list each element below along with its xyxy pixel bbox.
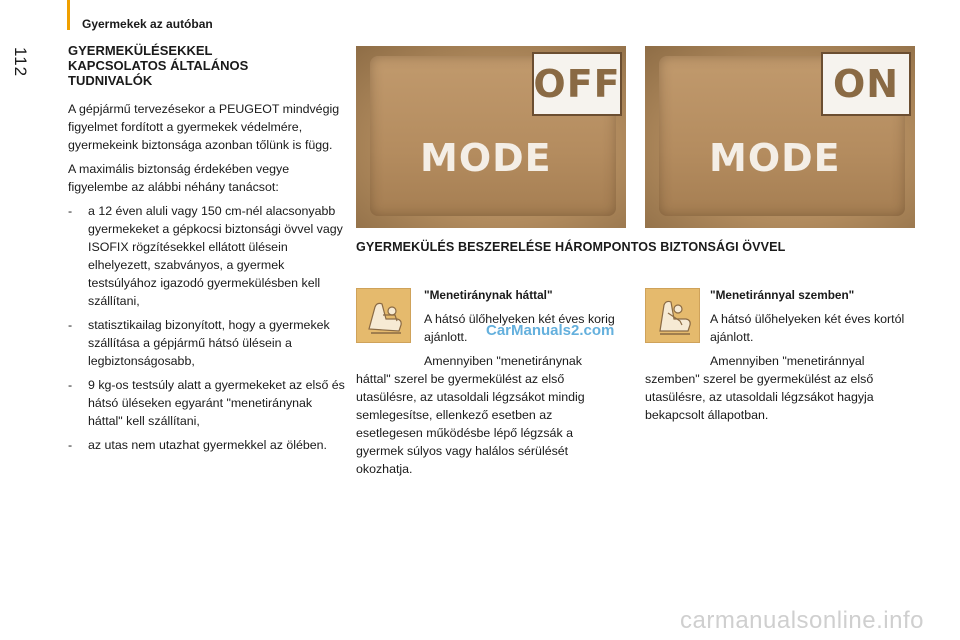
rear-facing-section: "Menetiránynak háttal" A hátsó ülőhelyeken két éves korig ajánlott. Amennyiben "menetiránynak háttal" szerel be gyermekülést az első utasülésre, az utasoldali légzsákot mindig semlegesítse, ellenkező esetben az esetlegesen működésbe lépő légzsák a gyermek súlyos vagy halálos sérülését okozhatja. [356,286,641,478]
airbag-mode-on-image [645,46,915,228]
intro-paragraph-2: A maximális biztonság érdekében vegye figyelembe az alábbi néhány tanácsot: [68,162,290,194]
mode-label: MODE [709,136,841,180]
rear-facing-subtitle: "Menetiránynak háttal" [424,288,553,302]
forward-facing-text: A hátsó ülőhelyeken két éves kortól ajánlott. [710,312,905,344]
list-item: - statisztikailag bizonyított, hogy a gyermekek szállítása a gépjármű hátsó ülésein a legbiztonságosabb, [68,318,330,368]
rear-facing-text: A hátsó ülőhelyeken két éves korig ajánlott. [424,312,615,344]
intro-paragraph: A gépjármű tervezésekor a PEUGEOT mindvégig figyelmet fordított a gyermekek védelmére, gyermekeink biztonsága azonban tőlünk is függ. [68,102,340,152]
header-accent-bar [67,0,70,30]
off-indicator: OFF [532,52,622,116]
list-item: - a 12 éven aluli vagy 150 cm-nél alacsonyabb gyermekeket a gépkocsi biztonsági övvel vagy ISOFIX rögzítésekkel ellátott ülésein elhelyezett, szabványos, a gyermek testsúlyához igazodó gyermekülésben kell szállítani, [68,204,343,308]
installation-title: GYERMEKÜLÉS BESZERELÉSE HÁROMPONTOS BIZTONSÁGI ÖVVEL [356,240,786,254]
page-number: 112 [11,47,30,78]
forward-facing-subtitle: "Menetiránnyal szemben" [710,288,855,302]
general-info-title: GYERMEKÜLÉSEKKEL KAPCSOLATOS ÁLTALÁNOS TUDNIVALÓK [68,43,249,88]
advice-list [68,202,346,454]
list-item: - 9 kg-os testsúly alatt a gyermekeket az első és hátsó üléseken egyaránt "menetiránynak háttal" kell szállítani, [68,378,345,428]
airbag-mode-off-image [356,46,626,228]
footer-watermark: carmanualsonline.info [680,607,924,634]
on-indicator: ON [821,52,911,116]
section-header: Gyermekek az autóban [82,17,213,31]
mode-label: MODE [420,136,552,180]
watermark: CarManuals2.com [486,322,615,339]
list-item: - az utas nem utazhat gyermekkel az ölében. [68,438,327,452]
general-info-column [68,43,346,460]
forward-facing-section: "Menetiránnyal szemben" A hátsó ülőhelyeken két éves kortól ajánlott. Amennyiben "menetiránnyal szemben" szerel be gyermekülést az első utasülésre, az utasoldali légzsákot hagyja bekapcsolt állapotban. [645,286,935,424]
